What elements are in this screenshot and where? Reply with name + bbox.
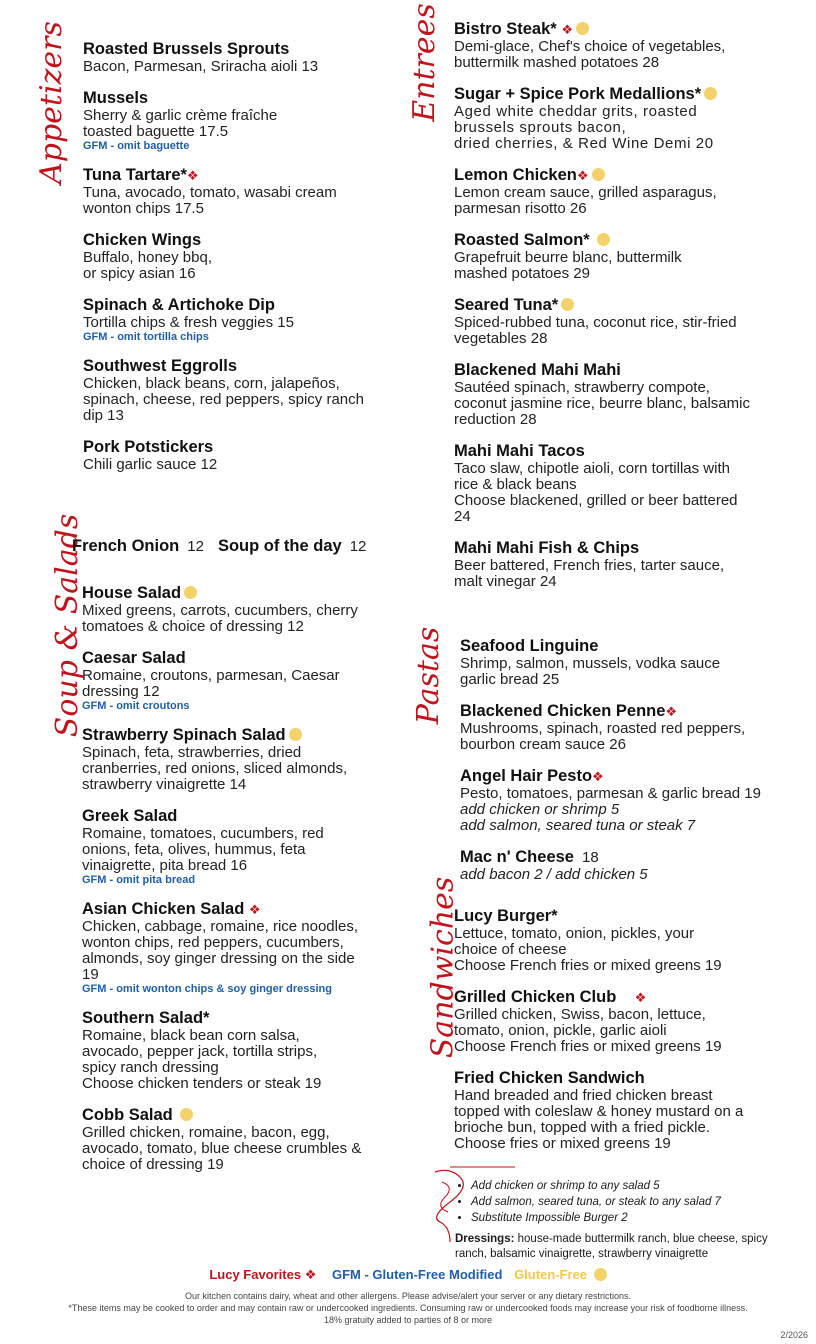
menu-item-southern-salad	[82, 1009, 417, 1092]
legend-gfm: GFM - Gluten-Free Modified	[332, 1267, 503, 1282]
gluten-free-icon	[561, 298, 574, 311]
item-desc: Romaine, croutons, parmesan, Caesar dressing 12	[82, 667, 340, 700]
soup-price: 12	[187, 538, 204, 555]
addons-block	[455, 1178, 795, 1262]
item-name: Mussels	[83, 89, 149, 107]
dressings-text: house-made buttermilk ranch, blue cheese, spicy ranch, balsamic vinaigrette, strawberry vinaigrette	[455, 1233, 768, 1260]
item-name: Lemon Chicken	[454, 166, 577, 184]
item-name: Greek Salad	[82, 807, 178, 825]
item-desc: Grilled chicken, Swiss, bacon, lettuce, tomato, onion, pickle, garlic aioli Choose French fries or mixed greens 19	[454, 1006, 722, 1055]
soup-price: 12	[349, 538, 367, 555]
item-name: Angel Hair Pesto	[460, 767, 593, 785]
footnote-raw: *These items may be cooked to order and may contain raw or undercooked ingredients. Consuming raw or undercooked foods may increase your risk of foodborne illness.	[68, 1303, 748, 1313]
section-title-pastas: Pastas	[411, 626, 447, 725]
soups-row	[72, 537, 366, 556]
paw-icon: ❖	[665, 704, 678, 719]
paw-icon: ❖	[248, 902, 261, 917]
menu-item-lucy-burger	[454, 907, 799, 974]
footnote-gratuity: 18% gratuity added to parties of 8 or more	[323, 1315, 493, 1325]
addon-item: • Substitute Impossible Burger 2	[471, 1210, 795, 1226]
menu-item-mussels	[83, 89, 413, 152]
item-desc: Sautéed spinach, strawberry compote, coconut jasmine rice, beurre blanc, balsamic reduction 28	[454, 379, 750, 428]
item-name: Strawberry Spinach Salad	[82, 726, 286, 744]
item-desc: Chicken, cabbage, romaine, rice noodles, wonton chips, red peppers, cucumbers, almonds, soy ginger dressing on the side 19	[82, 918, 358, 983]
menu-item-fish-chips	[454, 539, 799, 590]
item-desc: Spiced-rubbed tuna, coconut rice, stir-fried vegetables 28	[454, 314, 737, 347]
gfm-note: GFM - omit pita bread	[82, 874, 196, 886]
item-desc: Grilled chicken, romaine, bacon, egg, avocado, tomato, blue cheese crumbles & choice of dressing 19	[82, 1124, 362, 1173]
footnotes	[0, 1290, 816, 1326]
paw-icon: ❖	[634, 990, 647, 1005]
paw-icon: ❖	[592, 769, 604, 784]
menu-item-wings	[83, 231, 413, 282]
item-name: Pork Potstickers	[83, 438, 214, 456]
menu-item-bistro-steak	[454, 20, 799, 71]
paw-icon: ❖	[576, 168, 589, 183]
section-title-appetizers: Appetizers	[33, 21, 69, 184]
paw-icon: ❖	[186, 168, 199, 183]
item-desc: Romaine, black bean corn salsa, avocado, pepper jack, tortilla strips, spicy ranch dressing Choose chicken tenders or steak 19	[82, 1027, 322, 1092]
item-name: Southern Salad*	[82, 1009, 210, 1027]
item-name: Tuna Tartare*	[83, 166, 187, 184]
menu-item-blackened-mahi	[454, 361, 799, 428]
item-name: Lucy Burger*	[454, 907, 558, 925]
addon-item: • Add chicken or shrimp to any salad 5	[471, 1178, 795, 1194]
menu-item-mac-cheese	[460, 848, 805, 883]
item-desc: Tortilla chips & fresh veggies 15	[83, 314, 294, 331]
menu-item-cobb-salad	[82, 1106, 417, 1173]
gfm-note: GFM - omit croutons	[82, 700, 190, 712]
menu-item-tuna-tartare	[83, 166, 413, 217]
menu-item-potstickers	[83, 438, 413, 473]
menu-item-seafood-linguine	[460, 637, 805, 688]
item-name: Seared Tuna*	[454, 296, 559, 314]
section-title-soup-salads: Soup & Salads	[50, 513, 86, 738]
menu-item-fried-chicken	[454, 1069, 799, 1152]
item-desc: Beer battered, French fries, tarter sauce, malt vinegar 24	[454, 557, 725, 590]
menu-item-caesar-salad	[82, 649, 417, 712]
item-name: Mahi Mahi Fish & Chips	[454, 539, 640, 557]
item-desc: Buffalo, honey bbq, or spicy asian 16	[83, 249, 212, 282]
gluten-free-icon	[184, 586, 197, 599]
dressings-label: Dressings:	[455, 1233, 515, 1245]
item-desc: Aged white cheddar grits, roasted brussels sprouts bacon, dried cherries, & Red Wine Demi 20	[454, 103, 714, 152]
menu-item-eggrolls	[83, 357, 413, 424]
menu-item-greek-salad	[82, 807, 417, 886]
addon-item: • Add salmon, seared tuna, or steak to any salad 7	[471, 1194, 795, 1210]
menu-item-roasted-salmon	[454, 231, 799, 282]
item-name: Spinach & Artichoke Dip	[83, 296, 275, 314]
menu-item-mahi-tacos	[454, 442, 799, 525]
menu-item-seared-tuna	[454, 296, 799, 347]
item-desc: Chicken, black beans, corn, jalapeños, spinach, cheese, red peppers, spicy ranch dip 13	[83, 375, 364, 424]
item-addon: add bacon 2 / add chicken 5	[460, 866, 648, 883]
item-name: Southwest Eggrolls	[83, 357, 238, 375]
item-name: Bistro Steak*	[454, 20, 557, 38]
item-desc: Hand breaded and fried chicken breast topped with coleslaw & honey mustard on a brioche bun, topped with a fried pickle. Choose fries or mixed greens 19	[454, 1087, 744, 1152]
dressings	[455, 1232, 795, 1262]
item-desc: Spinach, feta, strawberries, dried cranberries, red onions, sliced almonds, strawberry vinaigrette 14	[82, 744, 348, 793]
menu-item-house-salad	[82, 584, 417, 635]
item-name: Asian Chicken Salad	[82, 900, 245, 918]
footnote-allergens: Our kitchen contains dairy, wheat and other allergens. Please advise/alert your server or any dietary restrictions.	[184, 1291, 632, 1301]
item-desc: Romaine, tomatoes, cucumbers, red onions, feta, olives, hummus, feta vinaigrette, pita bread 16	[82, 825, 324, 874]
item-desc: Chili garlic sauce 12	[83, 456, 218, 473]
item-desc: Taco slaw, chipotle aioli, corn tortillas with rice & black beans Choose blackened, grilled or beer battered 24	[454, 460, 738, 525]
item-addon: add chicken or shrimp 5 add salmon, seared tuna or steak 7	[460, 801, 696, 834]
menu-item-spinach-dip	[83, 296, 413, 343]
item-desc: Pesto, tomatoes, parmesan & garlic bread 19	[460, 785, 761, 802]
entrees-list	[454, 20, 799, 604]
gfm-note: GFM - omit tortilla chips	[83, 331, 209, 343]
item-desc: Lemon cream sauce, grilled asparagus, parmesan risotto 26	[454, 184, 717, 217]
item-desc: Bacon, Parmesan, Sriracha aioli 13	[83, 58, 319, 75]
legend-gluten-free: Gluten-Free	[514, 1267, 588, 1282]
gluten-free-icon	[289, 728, 302, 741]
item-price: 18	[581, 849, 599, 866]
item-name: House Salad	[82, 584, 182, 602]
menu-item-chicken-penne	[460, 702, 805, 753]
item-name: Mac n' Cheese	[460, 848, 574, 866]
menu-date: 2/2026	[780, 1330, 808, 1340]
pastas-list	[460, 637, 805, 897]
item-desc: Lettuce, tomato, onion, pickles, your choice of cheese Choose French fries or mixed greens 19	[454, 925, 722, 974]
paw-icon: ❖	[561, 22, 573, 37]
soup-name: French Onion	[72, 537, 180, 555]
gfm-note: GFM - omit baguette	[83, 140, 190, 152]
section-title-sandwiches: Sandwiches	[425, 876, 461, 1059]
item-name: Grilled Chicken Club	[454, 988, 617, 1006]
soup-name: Soup of the day	[217, 537, 342, 555]
gluten-free-icon	[594, 1268, 607, 1281]
gfm-note: GFM - omit wonton chips & soy ginger dressing	[82, 983, 332, 995]
gluten-free-icon	[704, 87, 717, 100]
menu-item-lemon-chicken	[454, 166, 799, 217]
appetizers-list	[83, 40, 413, 487]
menu-item-brussels	[83, 40, 413, 75]
sandwiches-list	[454, 907, 799, 1166]
item-name: Roasted Brussels Sprouts	[83, 40, 290, 58]
item-desc: Shrimp, salmon, mussels, vodka sauce garlic bread 25	[460, 655, 721, 688]
menu-item-pork-medallions	[454, 85, 799, 152]
item-name: Caesar Salad	[82, 649, 186, 667]
item-name: Cobb Salad	[82, 1106, 173, 1124]
legend	[0, 1267, 816, 1283]
item-desc: Mushrooms, spinach, roasted red peppers, bourbon cream sauce 26	[460, 720, 746, 753]
item-name: Chicken Wings	[83, 231, 202, 249]
item-name: Seafood Linguine	[460, 637, 599, 655]
legend-favorites: Lucy Favorites	[209, 1267, 302, 1282]
menu-item-angel-hair	[460, 767, 805, 834]
menu-item-asian-salad	[82, 900, 417, 995]
menu-item-strawberry-salad	[82, 726, 417, 793]
gluten-free-icon	[576, 22, 589, 35]
item-desc: Tuna, avocado, tomato, wasabi cream wonton chips 17.5	[83, 184, 337, 217]
paw-icon: ❖	[304, 1267, 317, 1282]
menu-item-chicken-club	[454, 988, 799, 1055]
item-desc: Grapefruit beurre blanc, buttermilk mashed potatoes 29	[454, 249, 682, 282]
item-name: Roasted Salmon*	[454, 231, 590, 249]
item-name: Sugar + Spice Pork Medallions*	[454, 85, 702, 103]
item-name: Blackened Chicken Penne	[460, 702, 666, 720]
item-desc: Mixed greens, carrots, cucumbers, cherry tomatoes & choice of dressing 12	[82, 602, 358, 635]
item-name: Blackened Mahi Mahi	[454, 361, 621, 379]
section-title-entrees: Entrees	[406, 3, 442, 122]
item-desc: Demi-glace, Chef's choice of vegetables, buttermilk mashed potatoes 28	[454, 38, 726, 71]
salads-list	[82, 584, 417, 1187]
addons-list	[455, 1178, 795, 1226]
gluten-free-icon	[180, 1108, 193, 1121]
gluten-free-icon	[592, 168, 605, 181]
gluten-free-icon	[597, 233, 610, 246]
item-name: Mahi Mahi Tacos	[454, 442, 585, 460]
item-desc: Sherry & garlic crème fraîche toasted baguette 17.5	[83, 107, 278, 140]
item-name: Fried Chicken Sandwich	[454, 1069, 645, 1087]
